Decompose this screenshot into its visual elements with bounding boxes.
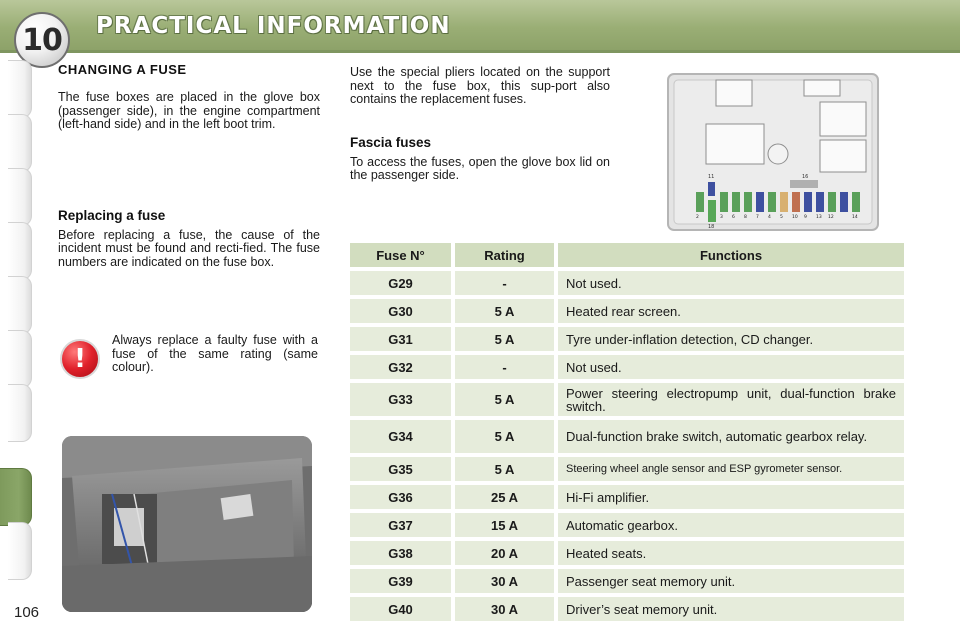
fuse-rating: 20 A [455, 541, 554, 565]
fuse-function: Not used. [558, 271, 904, 295]
fuse-rating: 5 A [455, 299, 554, 323]
fusebox-diagram [666, 72, 880, 232]
chapter-tab[interactable] [8, 522, 32, 580]
table-row [350, 383, 904, 416]
fuse-label: 4 [768, 215, 771, 220]
table-row [350, 597, 904, 621]
chapter-tab[interactable] [8, 276, 32, 334]
chapter-number: 10 [22, 22, 62, 58]
glovebox-photo [62, 436, 312, 612]
fuse-label: 14 [852, 215, 858, 220]
fuse-function: Heated seats. [558, 541, 904, 565]
fuse-function: Driver’s seat memory unit. [558, 597, 904, 621]
chapter-tab[interactable] [8, 114, 32, 172]
table-row [350, 457, 904, 481]
chapter-tab[interactable] [8, 330, 32, 388]
header-functions: Functions [558, 243, 904, 267]
pliers-text: Use the special pliers located on the support next to the fuse box, this sup-port also contains the replacement fuses. [350, 65, 610, 106]
table-row [350, 271, 904, 295]
chapter-tab[interactable] [8, 384, 32, 442]
page-number: 106 [14, 604, 40, 621]
fuse-rating: - [455, 355, 554, 379]
table-row [350, 485, 904, 509]
fuse-rating: 5 A [455, 420, 554, 453]
chapter-tabs [0, 60, 34, 580]
fuse-function: Power steering electropump unit, dual-function brake switch. [558, 383, 904, 416]
fuse-function: Heated rear screen. [558, 299, 904, 323]
header-rating: Rating [455, 243, 554, 267]
fuse-function: Steering wheel angle sensor and ESP gyrometer sensor. [558, 457, 904, 481]
fuse-number: G35 [350, 457, 451, 481]
chapter-tab[interactable] [8, 60, 32, 118]
fuse-number: G36 [350, 485, 451, 509]
replacing-title: Replacing a fuse [58, 207, 166, 223]
fuse-label: 8 [744, 215, 747, 220]
fuse-label: 7 [756, 215, 759, 220]
warning-text: Always replace a faulty fuse with a fuse of the same rating (same colour). [112, 333, 318, 374]
left-column [58, 62, 320, 269]
fuse-table [350, 243, 904, 625]
fuse-rating: 30 A [455, 597, 554, 621]
fuse-number: G33 [350, 383, 451, 416]
table-row [350, 327, 904, 351]
fuse-number: G37 [350, 513, 451, 537]
table-row [350, 513, 904, 537]
fuse-number: G30 [350, 299, 451, 323]
fuse-function: Tyre under-inflation detection, CD changer. [558, 327, 904, 351]
fuse-label-16: 16 [802, 174, 809, 180]
fuse-label: 3 [720, 215, 723, 220]
fuse-rating: 30 A [455, 569, 554, 593]
warning-icon: ! [60, 339, 100, 379]
fascia-text: To access the fuses, open the glove box lid on the passenger side. [350, 154, 610, 182]
table-row [350, 299, 904, 323]
fuse-rating: 5 A [455, 383, 554, 416]
table-row [350, 355, 904, 379]
fuse-number: G29 [350, 271, 451, 295]
header-fuse-number: Fuse N° [350, 243, 451, 267]
fusebox-illustration [666, 72, 880, 232]
table-header [350, 243, 904, 267]
middle-column [350, 66, 610, 183]
fuse-label: 10 [792, 215, 798, 220]
fuse-rating: - [455, 271, 554, 295]
header-band [0, 0, 960, 53]
fuse-label: 13 [816, 215, 822, 220]
intro-text: The fuse boxes are placed in the glove box (passenger side), in the engine compartment (left-hand side) and in the left boot trim. [58, 90, 320, 131]
fuse-rating: 5 A [455, 327, 554, 351]
fuse-number: G34 [350, 420, 451, 453]
fuse-label-18: 18 [708, 224, 715, 230]
fuse-number: G39 [350, 569, 451, 593]
table-row [350, 569, 904, 593]
glovebox-illustration [62, 436, 312, 612]
fuse-function: Dual-function brake switch, automatic gearbox relay. [558, 420, 904, 453]
fuse-rating: 25 A [455, 485, 554, 509]
fuse-number: G38 [350, 541, 451, 565]
fuse-rating: 15 A [455, 513, 554, 537]
table-row [350, 420, 904, 453]
section-title: CHANGING A FUSE [58, 62, 187, 77]
fuse-function: Hi-Fi amplifier. [558, 485, 904, 509]
fuse-rating: 5 A [455, 457, 554, 481]
table-row [350, 541, 904, 565]
fuse-number: G32 [350, 355, 451, 379]
fuse-label: 12 [828, 215, 834, 220]
fuse-function: Automatic gearbox. [558, 513, 904, 537]
fuse-label: 6 [732, 215, 735, 220]
fuse-label: 9 [804, 215, 807, 220]
fascia-title: Fascia fuses [350, 134, 432, 150]
chapter-tab[interactable] [8, 168, 32, 226]
fuse-function: Passenger seat memory unit. [558, 569, 904, 593]
chapter-tab[interactable] [8, 222, 32, 280]
fuse-number: G40 [350, 597, 451, 621]
fuse-function: Not used. [558, 355, 904, 379]
replacing-text: Before replacing a fuse, the cause of the incident must be found and recti-fied. The fuse numbers are indicated on the fuse box. [58, 227, 320, 269]
fuse-label-11: 11 [708, 174, 715, 180]
page-title: PRACTICAL INFORMATION [96, 13, 451, 39]
fuse-number: G31 [350, 327, 451, 351]
chapter-tab-active[interactable] [0, 468, 32, 526]
fuse-label: 5 [780, 215, 783, 220]
fuse-label: 2 [696, 215, 699, 220]
